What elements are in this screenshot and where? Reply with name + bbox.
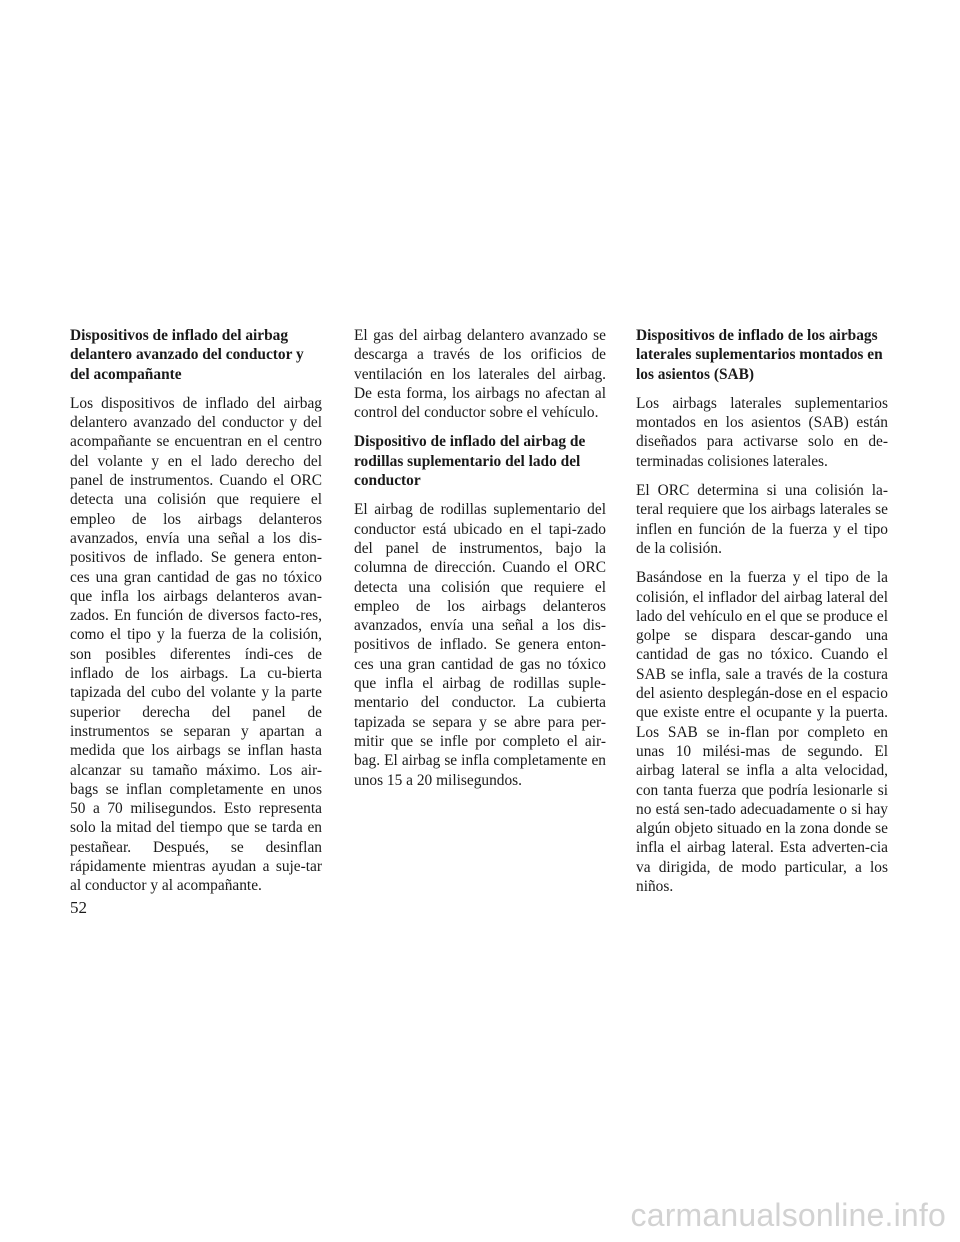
paragraph-gas-venting: El gas del airbag delantero avanzado se descarga a través de los orificios de ventilación en los laterales del airbag. De esta forma, los airbags no afectan al control del conductor sobre el vehículo. — [354, 327, 606, 422]
heading-advanced-front-airbag-inflators: Dispositivos de inflado del airbag delantero avanzado del conductor y del acompañante — [70, 327, 304, 383]
paragraph-sab-deployment: Basándose en la fuerza y el tipo de la colisión, el inflador del airbag lateral del lado del vehículo en el que se produce el golpe se dispara descar-gando una cantidad de gas no tóxico. Cuando el SAB se infla, sale a través de la costura del asiento desplegán-dose en el espacio que existe entre el ocupante y la puerta. Los SAB se in-flan por completo en unas 10 milési-mas de segundo. El airbag lateral se infla a alta velocidad, con tanta fuerza que podría lesionarle si no está sen-tado adecuadamente o si hay algún objeto situado en la zona donde se infla el airbag lateral. Esta adverten-cia va dirigida, de modo particular, a los niños. — [636, 569, 888, 896]
paragraph-front-airbag-inflation: Los dispositivos de inflado del airbag delantero avanzado del conductor y del acompañante se encuentran en el centro del volante y en el lado derecho del panel de instrumentos. Cuando el ORC detecta una colisión que requiere el empleo de los airbags delanteros avanzados, envía una señal a los dis-positivos de inflado. Se genera enton-ces una gran cantidad de gas no tóxico que infla los airbags delanteros avan-zados. En función de diversos facto-res, como el tipo y la fuerza de la colisión, son posibles diferentes índi-ces de inflado de los airbags. La cu-bierta tapizada del cubo del volante y la parte superior derecha del panel de instrumentos se separan y apartan a medida que los airbags se inflan hasta alcanzar su tamaño máximo. Los air-bags se inflan completamente en unos 50 a 70 milisegundos. Esto representa solo la mitad del tiempo que se tarda en pestañear. Después, se desinflan rápidamente mientras ayudan a suje-tar al conductor y al acompañante. — [70, 394, 322, 895]
page-number: 52 — [70, 898, 87, 917]
column-middle — [354, 326, 606, 800]
heading-knee-airbag-inflator: Dispositivo de inflado del airbag de rodillas suplementario del lado del conductor — [354, 433, 586, 490]
column-left — [70, 326, 322, 906]
paragraph-orc-decision: El ORC determina si una colisión la-teral requiere que los airbags laterales se inflen en función de la fuerza y el tipo de la colisión. — [636, 482, 888, 557]
paragraph-knee-airbag: El airbag de rodillas suplementario del conductor está ubicado en el tapi-zado del panel de instrumentos, bajo la columna de dirección. Cuando el ORC detecta una colisión que requiere el empleo de los airbags delanteros avanzados, envía una señal a los dis-positivos de inflado. Se genera enton-ces una gran cantidad de gas no tóxico que infla el airbag de rodillas suple-mentario del conductor. La cubierta tapizada se separa y se abre para per-mitir que se infle por completo el air-bag. El airbag se infla completamente en unos 15 a 20 milisegundos. — [354, 501, 606, 789]
column-right — [636, 326, 888, 906]
watermark-logo: carmanualsonline.info — [630, 1197, 946, 1233]
paragraph-sab-design: Los airbags laterales suplementarios montados en los asientos (SAB) están diseñados para activarse solo en de-terminadas colisiones laterales. — [636, 394, 888, 470]
heading-seat-side-airbag-inflators: Dispositivos de inflado de los airbags laterales suplementarios montados en los asientos (SAB) — [636, 327, 883, 383]
